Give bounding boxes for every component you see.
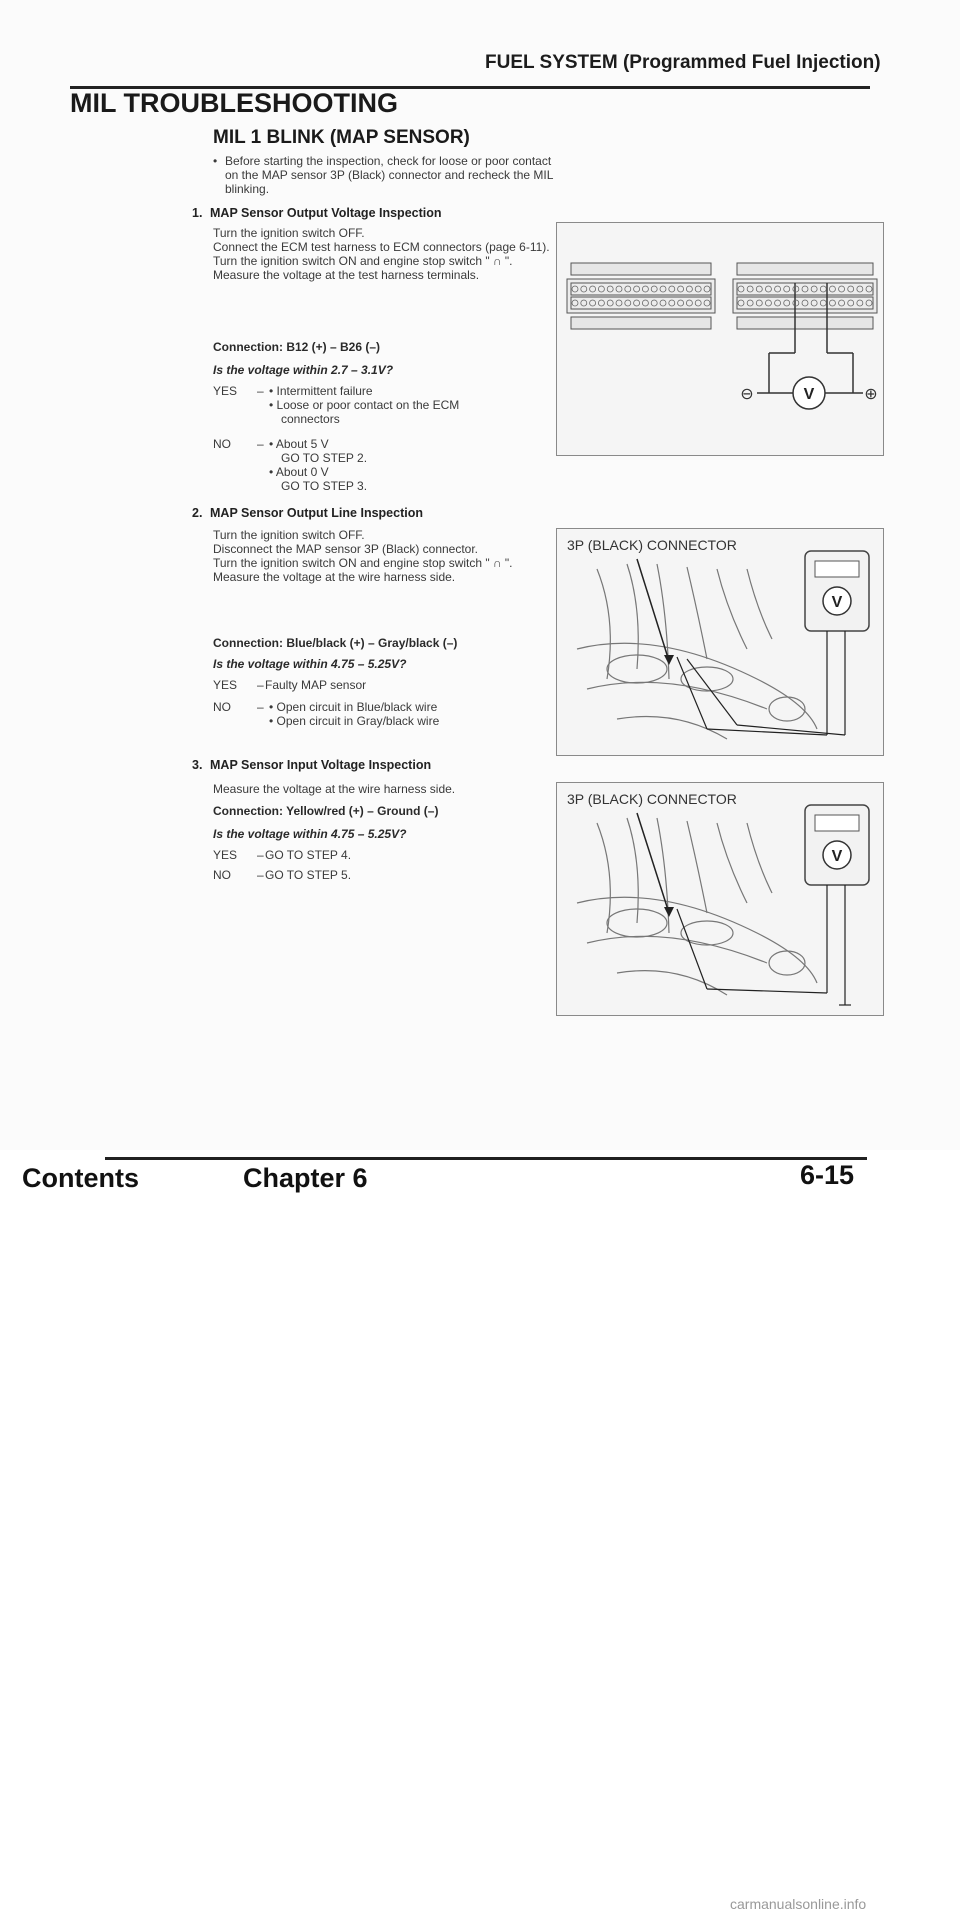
dash: – [257,700,264,714]
step-1-yes-item: • Intermittent failure [269,384,373,398]
page-title: MIL TROUBLESHOOTING [70,88,398,118]
step-2-no-item: • Open circuit in Blue/black wire [269,700,438,714]
dash: – [257,437,264,451]
ecm-harness-figure [556,222,884,456]
step-1-no [213,437,553,497]
step-1-no-item: • About 0 V [269,465,329,479]
dash: – [257,384,264,398]
multimeter-symbol: V [831,848,843,865]
watermark: carmanualsonline.info [730,1896,867,1912]
step-1-body-text: Turn the ignition switch OFF. Connect the ECM test harness to ECM connectors (page 6-11). Turn the ignition switch ON and engine stop switch " ∩ ". Measure the voltage at the test harness terminals. [213,226,550,282]
minus-icon: ⊖ [740,384,754,403]
multimeter-symbol: V [831,594,843,611]
step-3-yes [213,848,553,864]
step-1-connection: Connection: B12 (+) – B26 (–) [213,340,381,354]
step-2-question: Is the voltage within 4.75 – 5.25V? [213,657,407,671]
plus-icon: ⊕ [864,384,878,403]
footer-divider [105,1157,867,1160]
step-2-yes-item: Faulty MAP sensor [265,678,367,692]
step-1-yes-item: • Loose or poor contact on the ECM [269,398,460,412]
engine-bay-illustration [557,529,883,755]
step-2-title: MAP Sensor Output Line Inspection [210,506,423,520]
step-3-question: Is the voltage within 4.75 – 5.25V? [213,827,407,841]
step-1-title: MAP Sensor Output Voltage Inspection [210,206,442,220]
step-1-no-label: NO [213,437,231,451]
step-1-yes [213,384,553,428]
dash: – [257,678,264,692]
step-3-body-text: Measure the voltage at the wire harness side. [213,782,456,796]
step-2-no-item: • Open circuit in Gray/black wire [269,714,440,728]
ecm-connector-right [733,263,877,329]
step-1-number: 1. [192,206,203,220]
step-1-yes-item: connectors [281,412,340,426]
ecm-connector-left [567,263,715,329]
engine-bay-illustration [557,783,883,1015]
connector-label: 3P (BLACK) CONNECTOR [567,791,737,807]
page-number: 6-15 [800,1160,855,1190]
step-2-connection: Connection: Blue/black (+) – Gray/black (–) [213,636,458,650]
step-2-yes [213,678,553,694]
bullet-icon: • [213,154,218,168]
ecm-connector-diagram [557,223,883,455]
contents-link[interactable]: Contents [22,1163,139,1193]
step-2-no-label: NO [213,700,231,714]
step-1-yes-label: YES [213,384,238,398]
step-3-yes-item: GO TO STEP 4. [265,848,352,862]
step-3-title: MAP Sensor Input Voltage Inspection [210,758,432,772]
map-connector-figure-1 [556,528,884,756]
intro-note [213,154,563,196]
map-connector-figure-2 [556,782,884,1016]
step-2-body-text: Turn the ignition switch OFF. Disconnect the MAP sensor 3P (Black) connector. Turn the ignition switch ON and engine stop switch " ∩ ". Measure the voltage at the wire harness side. [213,528,513,584]
step-1-no-item: GO TO STEP 3. [281,479,368,493]
step-2-no [213,700,553,730]
step-3-heading [192,758,431,772]
step-2-heading [192,506,423,520]
step-3-body [213,782,553,796]
step-3-number: 3. [192,758,203,772]
step-1-no-item: • About 5 V [269,437,329,451]
dash: – [257,848,264,862]
step-3-no-label: NO [213,868,231,882]
step-1-question: Is the voltage within 2.7 – 3.1V? [213,363,394,377]
step-3-no-item: GO TO STEP 5. [265,868,352,882]
step-3-no [213,868,553,884]
step-2-body [213,528,553,584]
chapter-link[interactable]: Chapter 6 [243,1163,368,1193]
step-1-body [213,226,553,282]
step-1-no-item: GO TO STEP 2. [281,451,368,465]
connector-label: 3P (BLACK) CONNECTOR [567,537,737,553]
step-3-connection: Connection: Yellow/red (+) – Ground (–) [213,804,439,818]
page-subtitle: MIL 1 BLINK (MAP SENSOR) [213,127,470,148]
step-2-yes-label: YES [213,678,238,692]
dash: – [257,868,264,882]
step-3-yes-label: YES [213,848,238,862]
step-1-heading [192,206,442,220]
section-header: FUEL SYSTEM (Programmed Fuel Injection) [485,52,881,73]
step-2-number: 2. [192,506,203,520]
intro-text: Before starting the inspection, check for loose or poor contact on the MAP sensor 3P (Black) connector and recheck the MIL blinking. [225,154,553,196]
voltmeter-symbol: V [803,386,815,403]
